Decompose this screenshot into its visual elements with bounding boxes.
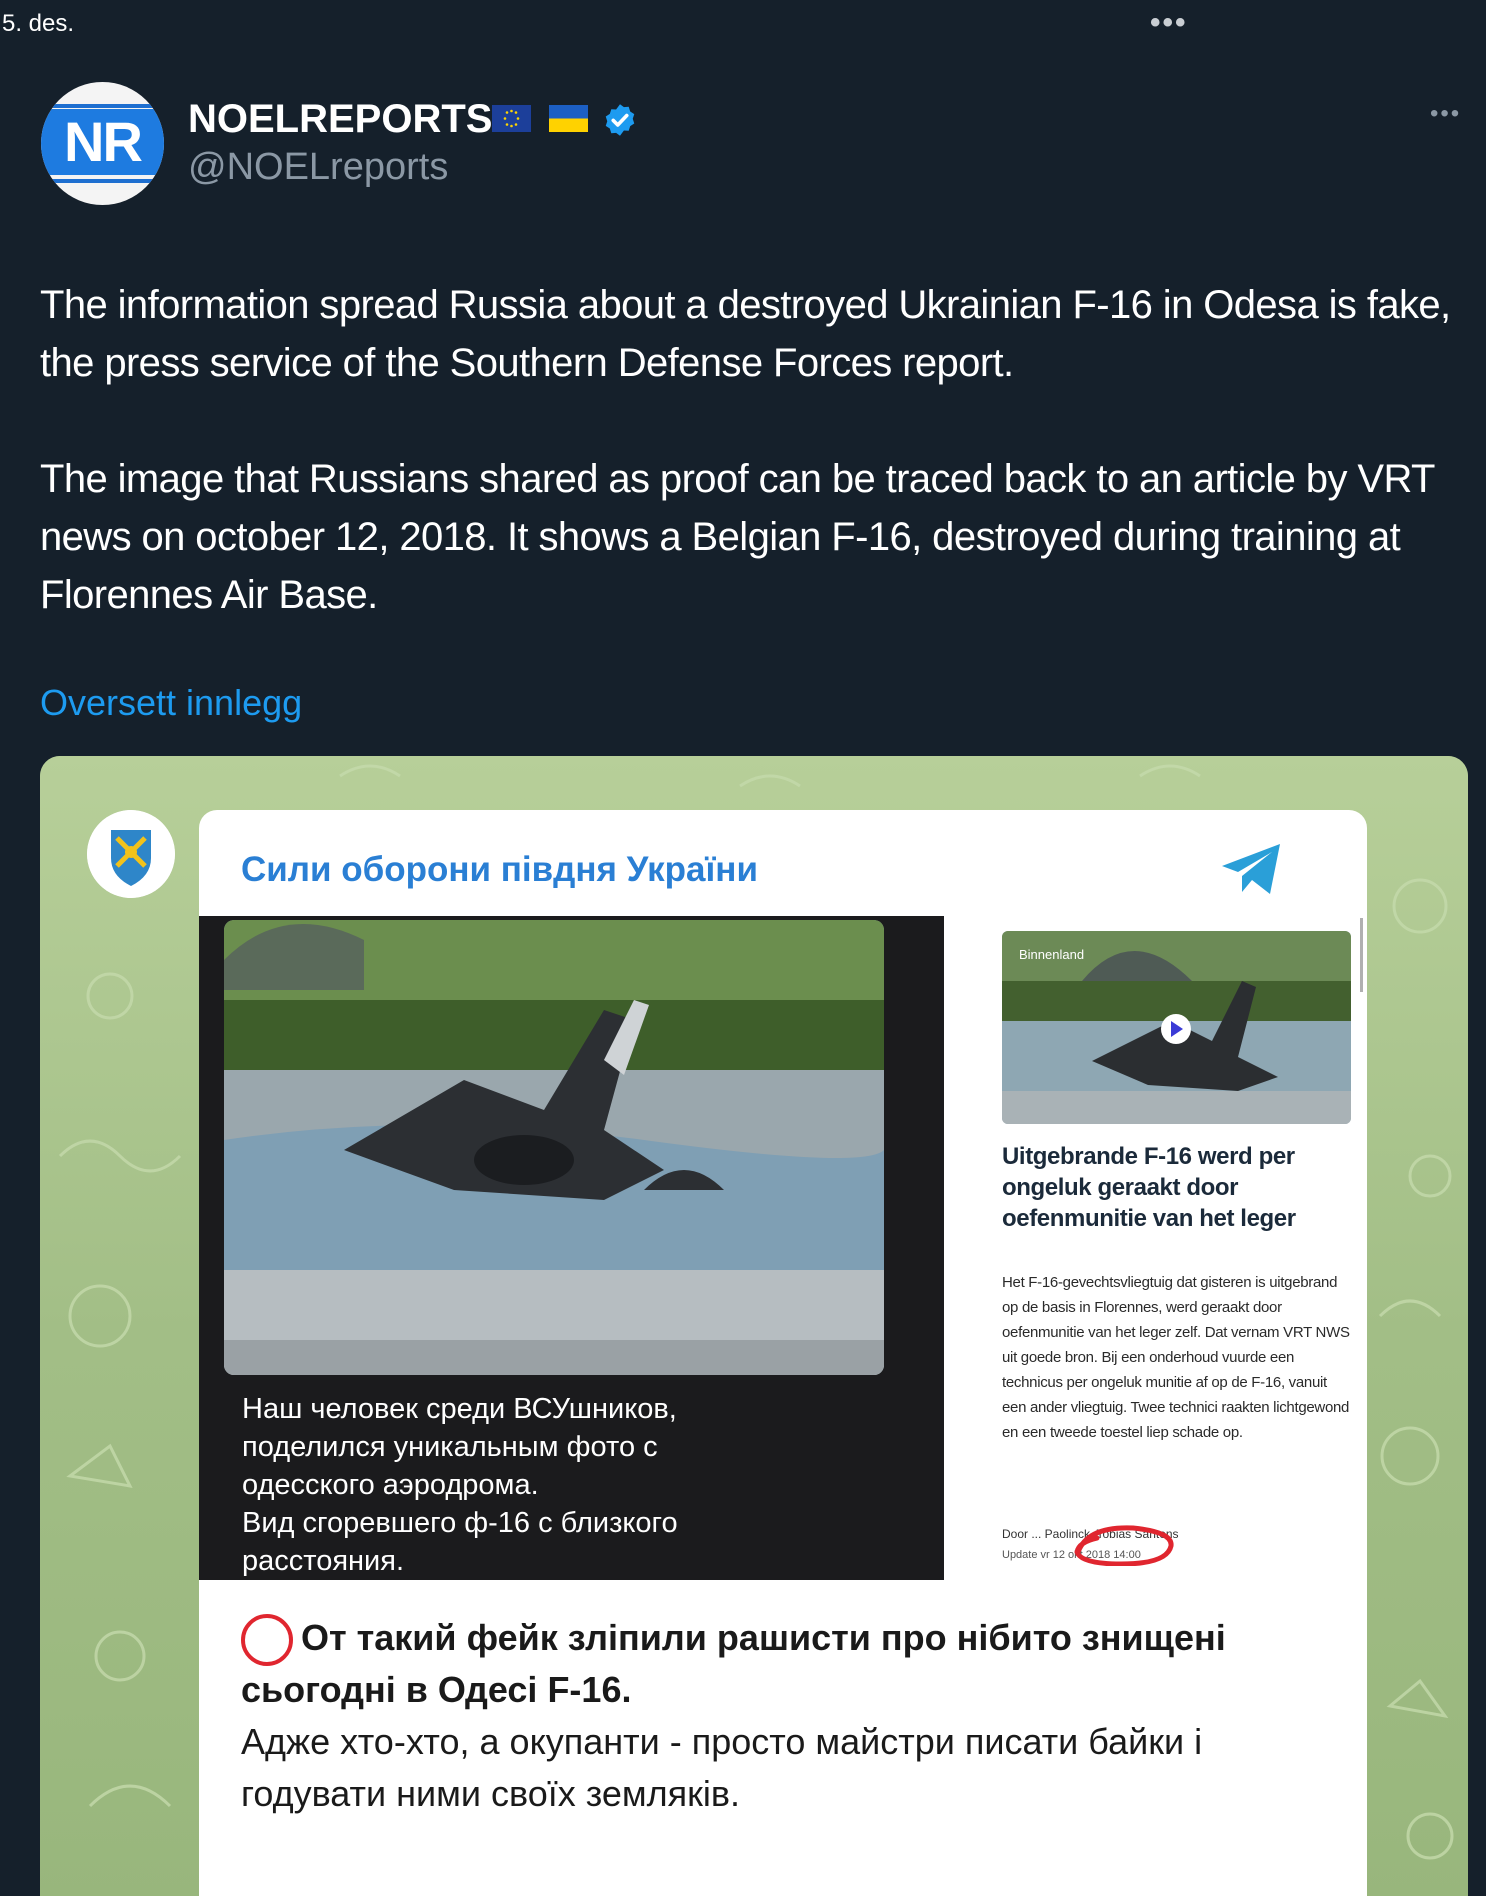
translate-post-link[interactable]: Oversett innlegg xyxy=(40,682,303,723)
photo-caption: Наш человек среди ВСУшников, поделился уникальным фото с одесского аэродрома. Вид сгоревшего ф-16 с близкого расстояния. xyxy=(242,1393,678,1577)
telegram-post-text xyxy=(241,1612,1301,1820)
telegram-send-icon[interactable] xyxy=(1220,842,1282,896)
more-options-icon[interactable]: ••• xyxy=(1430,100,1462,127)
display-name[interactable]: NOELREPORTS xyxy=(188,97,493,141)
eu-flag-icon xyxy=(492,105,531,132)
article-section-tag: Binnenland xyxy=(1019,947,1085,962)
burnt-jet-photo[interactable] xyxy=(224,920,884,1375)
status-time: 5. des. xyxy=(2,10,75,37)
channel-avatar[interactable] xyxy=(87,810,175,898)
tweet-media-image[interactable] xyxy=(40,756,1468,1896)
post-body-text: Адже хто-хто, а окупанти - просто майстри писати байки і годувати ними своїх земляків. xyxy=(241,1721,1203,1814)
ukraine-flag-icon xyxy=(549,105,588,132)
avatar[interactable] xyxy=(41,82,164,205)
user-handle[interactable]: @NOELreports xyxy=(188,146,449,188)
red-annotation-circle-icon xyxy=(1070,1522,1176,1566)
top-more-icon[interactable]: ••• xyxy=(1150,6,1188,39)
post-lead-continuation: сьогодні в Одесі F-16. xyxy=(241,1669,632,1710)
verified-badge-icon[interactable] xyxy=(602,102,638,138)
tweet-paragraph: The information spread Russia about a destroyed Ukrainian F-16 in Odesa is fake, the press service of the Southern Defense Forces report. xyxy=(40,283,1451,385)
article-headline[interactable]: Uitgebrande F-16 werd per ongeluk geraakt door oefenmunitie van het leger xyxy=(1002,1143,1296,1232)
article-byline: Door ... Paolinck, Tobias Santens xyxy=(1002,1527,1179,1541)
avatar-stripe-bottom xyxy=(41,179,164,183)
article-body: Het F-16-gevechtsvliegtuig dat gisteren is uitgebrand op de basis in Florennes, werd geraakt door oefenmunitie van het leger zelf. Dat vernam VRT NWS uit goede bron. Bij een onderhoud vuurde een technicus per ongeluk munitie af op de F-16, vanuit een ander vliegtuig. Twee technici raakten lichtgewond en een tweede toestel liep schade op. xyxy=(1002,1274,1350,1441)
avatar-initials: NR xyxy=(41,109,164,175)
avatar-stripe-top xyxy=(41,104,164,108)
article-date: Update vr 12 okt 2018 14:00 xyxy=(1002,1549,1141,1561)
tweet-text xyxy=(40,276,1470,682)
post-lead-text: От такий фейк зліпили рашисти про нібито знищені xyxy=(301,1617,1226,1658)
scrollbar[interactable] xyxy=(1360,918,1363,992)
channel-name[interactable]: Сили оборони півдня України xyxy=(241,850,758,889)
tweet-paragraph: The image that Russians shared as proof can be traced back to an article by VRT news on october 12, 2018. It shows a Belgian F-16, destroyed during training at Florennes Air Base. xyxy=(40,457,1435,617)
